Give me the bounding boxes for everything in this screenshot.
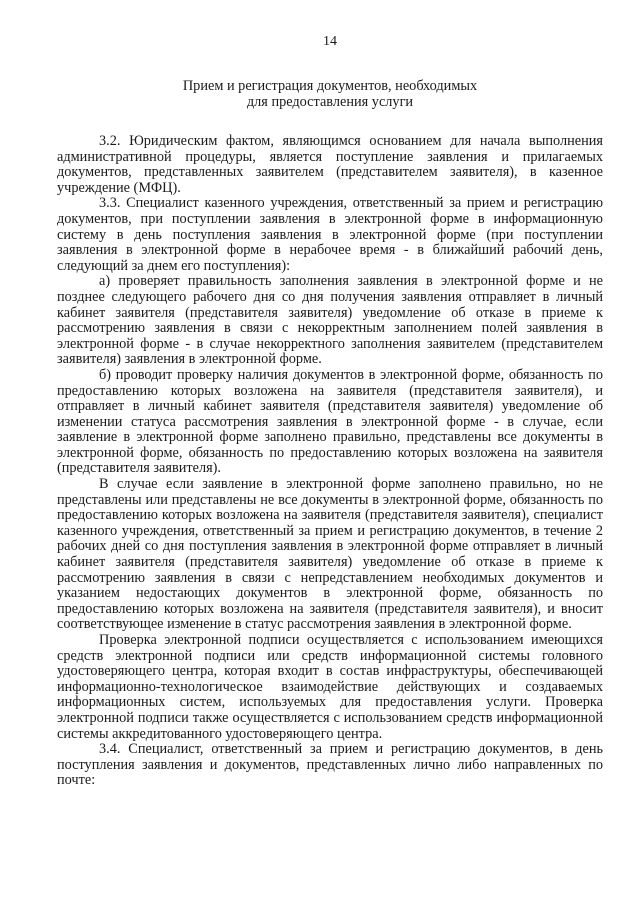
paragraph-3-3-a: а) проверяет правильность заполнения заявления в электронной форме и не позднее следующего рабочего дня со дня получения заявления отправляет в личный кабинет заявителя (представителя заявителя) уведомление об отказе в приеме к рассмотрению заявления в связи с некорректным заполнением полей заявления в электронной форме - в случае некорректного заполнения заявителем (представителем заявителя) заявления в электронной форме. <box>57 273 603 368</box>
paragraph-3-3: 3.3. Специалист казенного учреждения, ответственный за прием и регистрацию документов, при поступлении заявления в электронной форме в информационную систему в день поступления заявления в электронной форме (при поступлении заявления в электронной форме в нерабочее время - в ближайший рабочий день, следующий за днем его поступления): <box>57 195 603 274</box>
section-heading-line-1: Прием и регистрация документов, необходимых <box>182 78 478 94</box>
section-heading-line-2: для предоставления услуги <box>246 94 414 110</box>
section-heading <box>57 78 603 110</box>
page-number: 14 <box>323 34 337 49</box>
paragraph-incomplete-documents: В случае если заявление в электронной форме заполнено правильно, но не представлены или представлены не все документы в электронной форме, обязанность по предоставлению которых возложена на заявителя (представителя заявителя), специалист казенного учреждения, ответственный за прием и регистрацию документов, в течение 2 рабочих дней со дня поступления заявления в электронной форме отправляет в личный кабинет заявителя (представителя заявителя) уведомление об отказе в приеме к рассмотрению заявления в связи с непредставлением необходимых документов и указанием недостающих документов в электронной форме, обязанность по предоставлению которых возложена на заявителя (представителя заявителя), и вносит соответствующее изменение в статус рассмотрения заявления в электронной форме. <box>57 476 603 633</box>
paragraph-3-4: 3.4. Специалист, ответственный за прием и регистрацию документов, в день поступления заявления и документов, представленных лично либо направленных по почте: <box>57 741 603 789</box>
paragraph-3-3-b: б) проводит проверку наличия документов в электронной форме, обязанность по предоставлению которых возложена на заявителя (представителя заявителя), и отправляет в личный кабинет заявителя (представителя заявителя) уведомление об изменении статуса рассмотрения заявления в электронной форме - в случае, если заявление в электронной форме заполнено правильно, представлены все документы в электронной форме, обязанность по предоставлению которых возложена на заявителя (представителя заявителя). <box>57 366 603 477</box>
paragraph-signature-check: Проверка электронной подписи осуществляется с использованием имеющихся средств электронной подписи или средств информационной системы головного удостоверяющего центра, которая входит в состав инфраструктуры, обеспечивающей информационно-технологическое взаимодействие действующих и создаваемых информационных систем, используемых для предоставления услуги. Проверка электронной подписи также осуществляется с использованием средств информационной системы аккредитованного удостоверяющего центра. <box>57 632 603 742</box>
paragraph-3-2: 3.2. Юридическим фактом, являющимся основанием для начала выполнения административной процедуры, является поступление заявления и прилагаемых документов, представленных заявителем (представителем заявителя), в казенное учреждение (МФЦ). <box>57 133 603 196</box>
